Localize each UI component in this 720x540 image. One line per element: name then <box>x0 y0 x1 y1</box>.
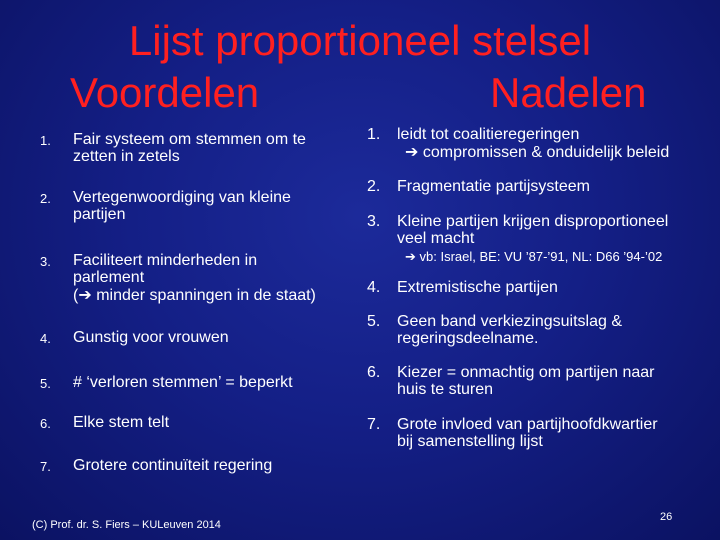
voordeel-item <box>40 457 350 475</box>
nadeel-item <box>367 416 712 452</box>
item-text: Extremistische partijen <box>397 279 558 296</box>
nadeel-item <box>367 313 707 349</box>
nadeel-item <box>367 364 707 400</box>
item-text: partijen <box>73 206 126 223</box>
nadelen-heading: Nadelen <box>490 69 647 116</box>
example-subnote <box>405 249 662 265</box>
item-text: bij samenstelling lijst <box>397 433 543 450</box>
voordeel-item <box>40 131 350 167</box>
voordeel-item <box>40 374 350 392</box>
item-text: minder spanningen in de staat) <box>96 287 316 304</box>
nadeel-item <box>367 178 707 196</box>
item-text: Gunstig voor vrouwen <box>73 329 229 346</box>
voordeel-item <box>40 252 360 306</box>
item-text: huis te sturen <box>397 381 494 398</box>
item-text: Elke stem telt <box>73 414 170 431</box>
arrow-icon: ➔ <box>405 250 416 265</box>
nadeel-item <box>367 126 707 162</box>
voordeel-item <box>40 189 350 225</box>
item-number: 5. <box>367 313 381 330</box>
item-text: # ‘verloren stemmen’ = beperkt <box>73 374 293 391</box>
item-number: 3. <box>367 213 381 230</box>
item-text: leidt tot coalitieregeringen <box>397 126 580 143</box>
item-text: Faciliteert minderheden in <box>73 252 258 269</box>
item-number: 1. <box>367 126 381 143</box>
item-number: 5. <box>40 376 51 391</box>
item-number: 7. <box>40 459 51 474</box>
nadeel-item <box>367 279 707 297</box>
item-number: 2. <box>367 178 381 195</box>
item-text: Grotere continuïteit regering <box>73 457 273 474</box>
item-number: 2. <box>40 191 51 206</box>
item-number: 7. <box>367 416 381 433</box>
voordelen-heading: Voordelen <box>70 69 260 116</box>
item-text: Fair systeem om stemmen om te <box>73 131 306 148</box>
arrow-icon: ➔ <box>405 142 419 161</box>
item-text: parlement <box>73 269 145 286</box>
item-text: Geen band verkiezingsuitslag & <box>397 313 623 330</box>
item-text: Kleine partijen krijgen disproportioneel <box>397 213 669 230</box>
copyright-footer: (C) Prof. dr. S. Fiers – KULeuven 2014 <box>32 519 221 531</box>
item-number: 1. <box>40 133 51 148</box>
item-text: Grote invloed van partijhoofdkwartier <box>397 416 658 433</box>
item-text: compromissen & onduidelijk beleid <box>422 144 670 161</box>
arrow-icon: ➔ <box>78 285 92 304</box>
voordeel-item <box>40 414 350 432</box>
voordeel-item <box>40 329 350 347</box>
slide-title: Lijst proportioneel stelsel <box>128 17 592 64</box>
item-number: 6. <box>40 416 51 431</box>
item-text: Fragmentatie partijsysteem <box>397 178 590 195</box>
item-text: Vertegenwoordiging van kleine <box>73 189 291 206</box>
item-number: 6. <box>367 364 381 381</box>
item-text: Kiezer = onmachtig om partijen naar <box>397 364 655 381</box>
item-text: veel macht <box>397 230 475 247</box>
nadeel-item <box>367 213 712 249</box>
item-number: 4. <box>367 279 381 296</box>
item-text: zetten in zetels <box>73 148 180 165</box>
item-number: 3. <box>40 254 51 269</box>
page-number: 26 <box>660 511 673 523</box>
subnote-text: vb: Israel, BE: VU ’87-’91, NL: D66 ’94-’02 <box>419 249 663 264</box>
item-text: ( <box>73 287 79 304</box>
item-text: regeringsdeelname. <box>397 330 539 347</box>
item-number: 4. <box>40 331 51 346</box>
